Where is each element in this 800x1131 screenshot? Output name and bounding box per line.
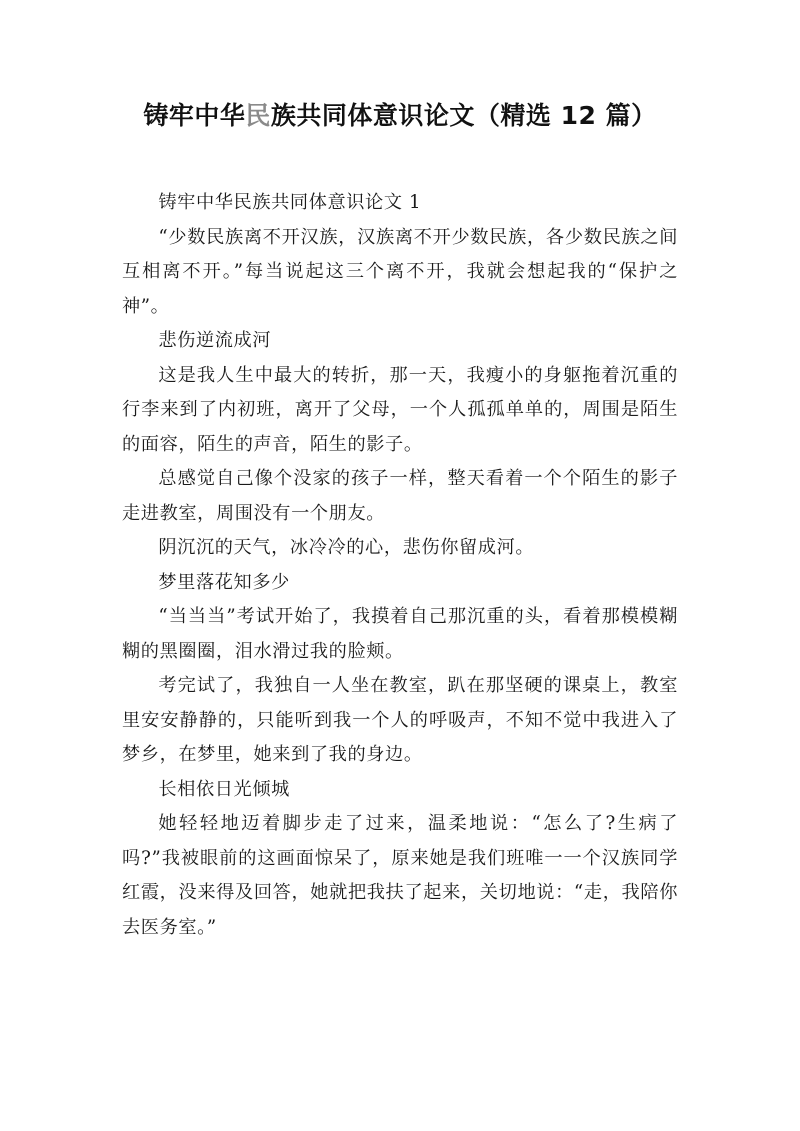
title-part-2: 族共同体意识论文（精选 12 篇） [270, 101, 657, 130]
paragraph: 阴沉沉的天气，冰冷冷的心，悲伤你留成河。 [158, 537, 535, 558]
subheading: 长相依日光倾城 [158, 778, 290, 800]
section-heading: 铸牢中华民族共同体意识论文 1 [158, 192, 422, 213]
document-title [0, 96, 800, 136]
document-body [122, 186, 678, 945]
paragraph: 她轻轻地迈着脚步走了过来，温柔地说：“怎么了?生病了吗?”我被眼前的这画面惊呆了，原来她是我们班唯一一个汉族同学红霞，没来得及回答，她就把我扶了起来，关切地说：“走，我陪你去医务室。” [122, 813, 678, 938]
title-highlighted-char: 民 [245, 101, 271, 130]
title-part-1: 铸牢中华 [143, 101, 246, 130]
paragraph: “少数民族离不开汉族，汉族离不开少数民族，各少数民族之间互相离不开。”每当说起这三个离不开，我就会想起我的“保护之神”。 [122, 226, 678, 317]
paragraph: “当当当”考试开始了，我摸着自己那沉重的头，看着那模模糊糊的黑圈圈，泪水滑过我的脸颊。 [122, 606, 678, 662]
paragraph: 这是我人生中最大的转折，那一天，我瘦小的身躯拖着沉重的行李来到了内初班，离开了父母，一个人孤孤单单的，周围是陌生的面容，陌生的声音，陌生的影子。 [122, 364, 678, 455]
paragraph: 总感觉自己像个没家的孩子一样，整天看着一个个陌生的影子走进教室，周围没有一个朋友。 [122, 468, 678, 524]
paragraph: 考完试了，我独自一人坐在教室，趴在那坚硬的课桌上，教室里安安静静的，只能听到我一个人的呼吸声，不知不觉中我进入了梦乡，在梦里，她来到了我的身边。 [122, 675, 678, 765]
subheading: 悲伤逆流成河 [158, 330, 272, 351]
subheading: 梦里落花知多少 [158, 571, 290, 593]
